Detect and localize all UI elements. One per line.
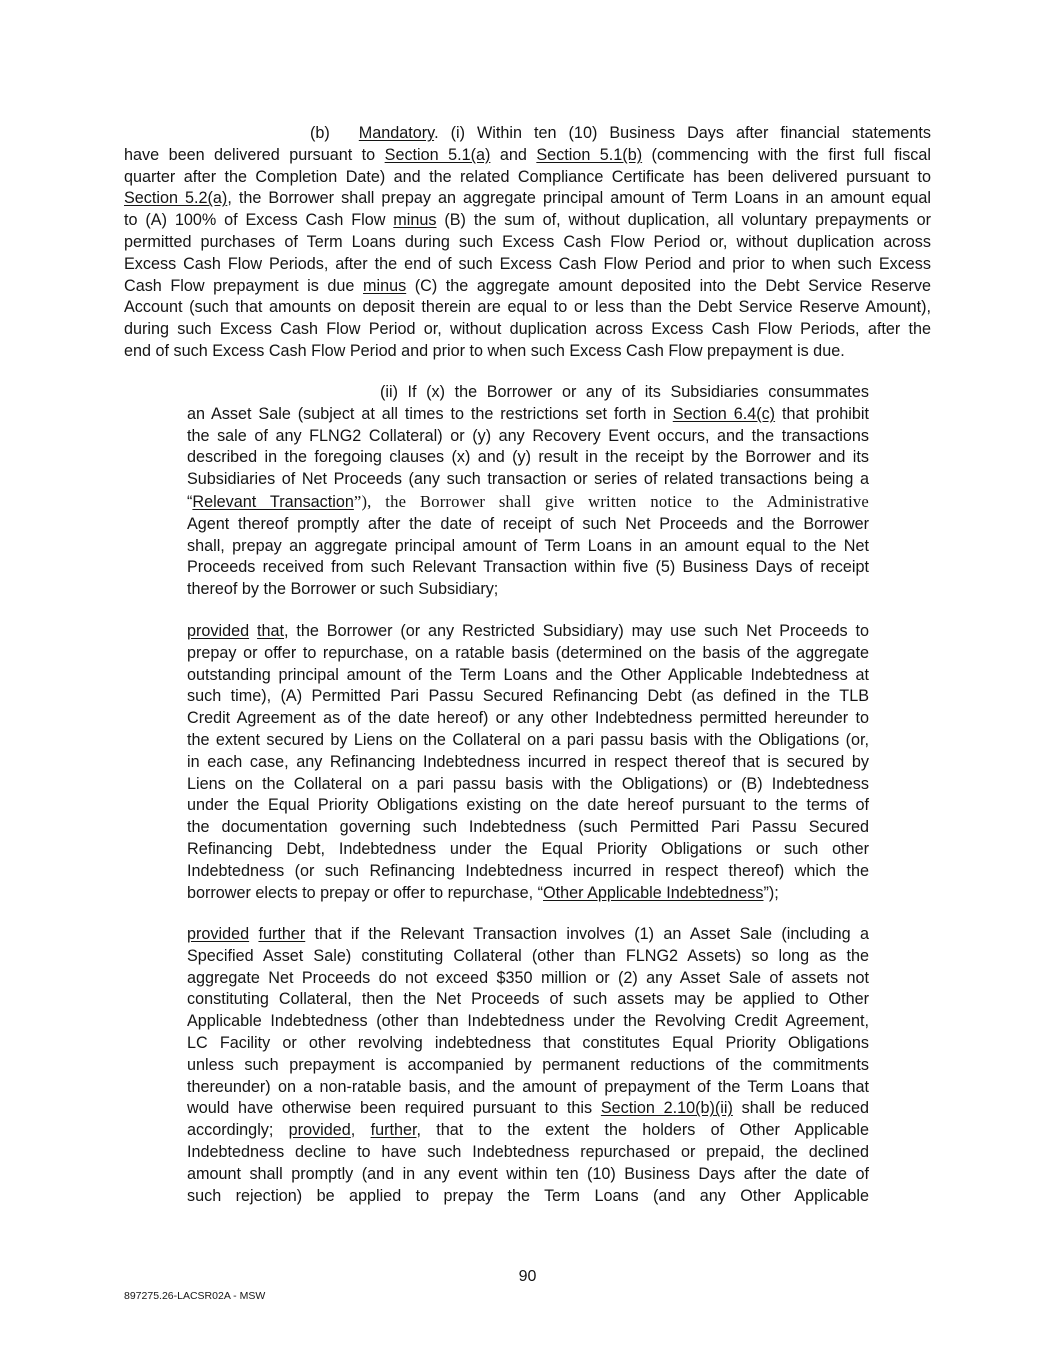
term-further: further [370,1121,417,1140]
paragraph-proviso-ratable [187,621,869,904]
text-line: an Asset Sale (subject at all times to the restrictions set forth in Section 6.4(c) that prohibit [187,404,869,423]
text-line: Indebtedness decline to have such Indebtedness repurchased or prepaid, the declined [187,1142,869,1161]
text-line: prepay or offer to repurchase, on a ratable basis (determined on the basis of the aggregate [187,643,869,662]
text-line: to (A) 100% of Excess Cash Flow minus (B) the sum of, without duplication, all voluntary prepayments or [124,211,931,230]
section-ref: Section 2.10(b)(ii) [600,1099,733,1118]
text-line: Cash Flow prepayment is due minus (C) the aggregate amount deposited into the Debt Service Reserve [124,276,931,295]
text-line: constituting Collateral, then the Net Proceeds of such assets may be applied to Other [187,990,869,1009]
text-line: Specified Asset Sale) constituting Collateral (other than FLNG2 Assets) so long as the [187,946,869,965]
section-ref: Section 6.4(c) [672,404,776,423]
text-line: outstanding principal amount of the Term Loans and the Other Applicable Indebtedness at [187,665,869,684]
text-line: during such Excess Cash Flow Period or, without duplication across Excess Cash Flow Periods, after the [124,320,931,339]
term-further: further [258,925,306,943]
text-line: borrower elects to prepay or offer to repurchase, “Other Applicable Indebtedness”); [187,883,779,902]
text-line: end of such Excess Cash Flow Period and prior to when such Excess Cash Flow prepayment is due. [124,341,845,360]
term-minus: minus [363,276,407,295]
text-line: Agent thereof promptly after the date of receipt of such Net Proceeds and the Borrower [187,514,869,533]
section-ref: Section 5.1(a) [384,145,491,164]
text-line: have been delivered pursuant to Section 5.1(a) and Section 5.1(b) (commencing with the first full fiscal [124,145,931,164]
text-line: permitted purchases of Term Loans during such Excess Cash Flow Period or, without duplication across [124,232,931,251]
defined-term: Other Applicable Indebtedness [543,883,764,902]
text-line: in each case, any Refinancing Indebtedness incurred in respect thereof that is secured by [187,752,869,771]
term-minus: minus [393,211,437,230]
text-line: described in the foregoing clauses (x) and (y) result in the receipt by the Borrower and its [187,448,869,467]
text-line: LC Facility or other revolving indebtedness that constitutes Equal Priority Obligations [187,1033,869,1052]
paragraph-ii-asset-sale [187,382,869,601]
section-ref: Section 5.2(a) [124,189,228,208]
text-line: Subsidiaries of Net Proceeds (any such transaction or series of related transactions being a [187,470,869,489]
text-line: (ii) If (x) the Borrower or any of its Subsidiaries consummates [380,383,869,401]
text-line: under the Equal Priority Obligations existing on the date hereof pursuant to the terms of [187,796,869,815]
text-line: Proceeds received from such Relevant Transaction within five (5) Business Days of receipt [187,558,869,577]
section-ref: Section 5.1(b) [536,145,643,164]
text-line: Section 5.2(a), the Borrower shall prepay an aggregate principal amount of Term Loans in an amount equal [124,189,932,208]
paragraph-b-mandatory-prepayment [124,123,931,363]
text-line: accordingly; provided, further, that to the extent the holders of Other Applicable [187,1121,870,1140]
text-line: Applicable Indebtedness (other than Indebtedness under the Revolving Credit Agreement, [187,1012,869,1031]
text-line: the extent secured by Liens on the Collateral on a pari passu basis with the Obligations (or, [187,730,869,749]
document-id: 897275.26-LACSR02A - MSW [124,1290,266,1302]
text-line: Account (such that amounts on deposit therein are equal to or less than the Debt Service Reserve Amount), [124,298,931,317]
text-line: the documentation governing such Indebtedness (such Permitted Pari Passu Secured [187,818,869,837]
text-line: quarter after the Completion Date) and the related Compliance Certificate has been delivered pursuant to [124,167,931,186]
text-line: unless such prepayment is accompanied by permanent reductions of the commitments [187,1055,869,1074]
text-line: thereunder) on a non-ratable basis, and the amount of prepayment of the Term Loans that [187,1077,869,1096]
term-provided: provided [187,925,250,943]
paragraph-proviso-further [187,924,869,1207]
term-provided: provided [288,1121,351,1140]
text-line: aggregate Net Proceeds do not exceed $350 million or (2) any Asset Sale of assets not [187,968,869,987]
text-line: the sale of any FLNG2 Collateral) or (y) any Recovery Event occurs, and the transactions [187,426,869,445]
text-line: provided further that if the Relevant Transaction involves (1) an Asset Sale (including a [187,925,870,943]
page-number: 90 [518,1268,537,1285]
heading-mandatory: Mandatory [358,124,435,142]
text-line: Indebtedness (or such Refinancing Indebtedness incurred in respect thereof) which the [187,861,869,880]
text-line: would have otherwise been required pursuant to this Section 2.10(b)(ii) shall be reduced [187,1099,869,1118]
text-line: such time), (A) Permitted Pari Passu Secured Refinancing Debt (as defined in the TLB [187,687,869,706]
term-that: that [257,622,285,640]
defined-term: Relevant Transaction [192,492,354,511]
text-line: (b) Mandatory. (i) Within ten (10) Business Days after financial statements [310,124,931,142]
text-line: Excess Cash Flow Periods, after the end of such Excess Cash Flow Period and prior to when such Excess [124,254,931,273]
text-line: amount shall promptly (and in any event within ten (10) Business Days after the date of [187,1164,869,1183]
term-provided: provided [187,622,250,640]
text-line: Refinancing Debt, Indebtedness under the Equal Priority Obligations or such other [187,839,869,858]
text-line: shall, prepay an aggregate principal amount of Term Loans in an amount equal to the Net [187,536,869,555]
text-line: thereof by the Borrower or such Subsidiary; [187,580,499,599]
text-line: such rejection) be applied to prepay the Term Loans (and any Other Applicable [187,1186,869,1205]
text-line: provided that, the Borrower (or any Restricted Subsidiary) may use such Net Proceeds to [187,622,869,640]
text-line: Credit Agreement as of the date hereof) or any other Indebtedness permitted hereunder to [187,709,869,728]
text-line: “Relevant Transaction”), the Borrower shall give written notice to the Administrative [187,491,869,511]
text-line: Liens on the Collateral on a pari passu basis with the Obligations) or (B) Indebtedness [187,774,869,793]
